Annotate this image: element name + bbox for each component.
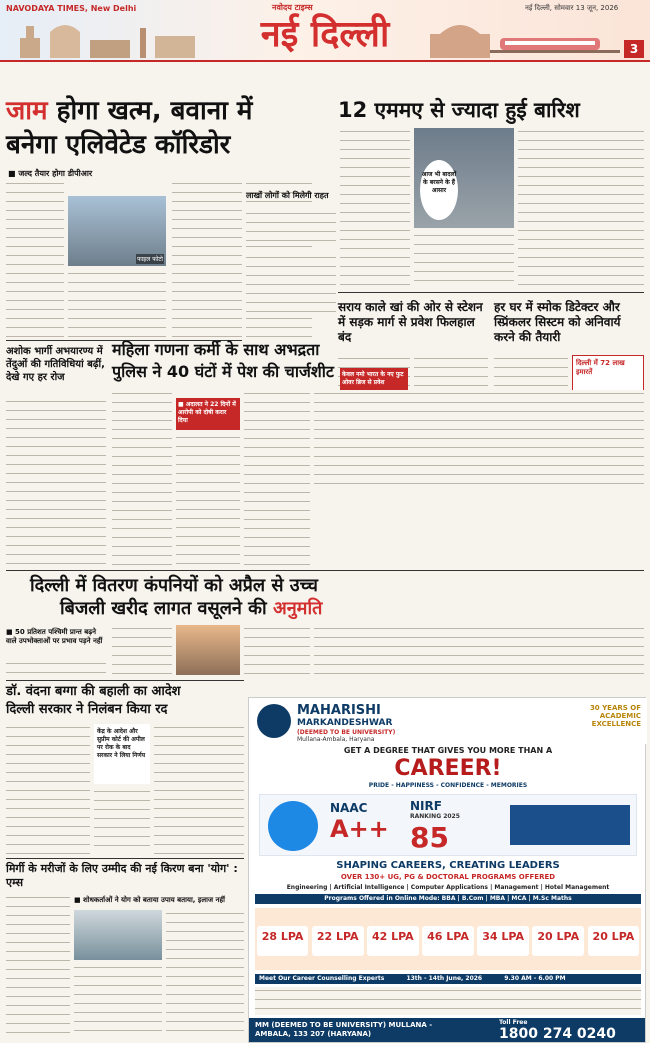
ad-tagline: PRIDE - HAPPINESS - CONFIDENCE - MEMORIES — [368, 782, 528, 789]
doctor-body-col3 — [154, 724, 244, 854]
doctor-body-col1 — [6, 724, 90, 854]
divider — [6, 858, 244, 859]
counselling-label: Meet Our Career Counselling Experts — [259, 975, 385, 982]
doctor-body-col2 — [94, 788, 150, 854]
naac-emblem — [268, 801, 318, 851]
aiims-photo — [74, 910, 162, 960]
ad-online: Programs Offered in Online Mode: BBA | B.Com | MBA | MCA | M.Sc Maths — [255, 894, 641, 904]
tower-photo — [176, 625, 240, 675]
ashok-body — [6, 398, 106, 568]
ad-footer — [249, 1018, 645, 1042]
woman-body-col3 — [244, 390, 310, 566]
trees-body — [246, 210, 336, 245]
brand-name: नवोदय टाइम्स — [272, 3, 313, 12]
counselling-date: 13th - 14th June, 2026 — [406, 975, 483, 982]
rain-callout: आज भी बादलों के बरसने के हैं आसार — [420, 160, 458, 220]
ad-placements — [255, 908, 641, 970]
toll-label: Toll Free — [499, 1019, 528, 1026]
mirgi-body-col1 — [6, 894, 70, 1039]
lead-headline-line2: बनेगा एलिवेटेड कॉरिडोर — [6, 130, 231, 160]
ad-venues — [255, 987, 641, 1015]
lead-body-col1 — [6, 180, 64, 338]
placement-stat-3: 46 LPA — [422, 926, 474, 956]
woman-body-col2 — [176, 434, 240, 566]
ad-header — [249, 698, 647, 744]
mirgi-headline: मिर्गी के मरीजों के लिए उम्मीद की नई किरण बना 'योग' : एम्स — [6, 862, 238, 889]
ad-accreditations — [259, 794, 637, 856]
placement-stat-1: 22 LPA — [312, 926, 364, 956]
publication-name: NAVODAYA TIMES, New Delhi — [6, 4, 137, 13]
nirf-year: RANKING 2025 — [410, 813, 460, 820]
mirgi-kicker: ■ शोधकर्ताओं ने योग को बताया उपाय बताया, इलाज नहीं — [74, 896, 225, 904]
doctor-note: केंद्र के आदेश और सुप्रीम कोर्ट की अपील पर रोक के बाद सरकार ने लिया निर्णय — [94, 724, 150, 784]
divider — [6, 570, 644, 571]
doctor-headline: डॉ. वंदना बग्गा की बहाली का आदेश — [6, 684, 181, 699]
metro-illustration — [430, 18, 620, 58]
woman-body-col4 — [314, 390, 644, 490]
placement-stat-4: 34 LPA — [477, 926, 529, 956]
ad-shaping: SHAPING CAREERS, CREATING LEADERS — [336, 860, 560, 871]
lead-kicker: ■ जल्द तैयार होगा डीपीआर — [8, 169, 93, 178]
ad-place: Mullana-Ambala, Haryana — [297, 736, 375, 743]
placement-stat-5: 20 LPA — [532, 926, 584, 956]
woman-boxed-note: ■ अदालत ने 22 दिनों में आरोपी को दोषी करार दिया — [176, 398, 240, 430]
ad-footer-address: MM (DEEMED TO BE UNIVERSITY) MULLANA - AMBALA, 133 207 (HARYANA) — [255, 1021, 433, 1038]
counselling-time: 9.30 AM - 6.00 PM — [504, 975, 566, 982]
station-boxed-note: केवल नमो भारत के नए फुट ओवर ब्रिज से प्रवेश — [340, 368, 408, 392]
rain-body-col2 — [414, 232, 514, 288]
toll-number[interactable]: 1800 274 0240 — [499, 1026, 616, 1042]
smoke-headline: हर घर में स्मोक डिटेक्टर और स्प्रिंकलर सिस्टम को अनिवार्य करने की तैयारी — [494, 300, 621, 344]
power-headline-2a: बिजली खरीद लागत वसूलने की — [60, 598, 267, 619]
placement-stat-0: 28 LPA — [257, 926, 309, 956]
ad-name-2: MARKANDESHWAR — [297, 718, 393, 728]
lead-headline-highlight: जाम — [6, 96, 48, 126]
nba-logo — [510, 805, 630, 845]
woman-headline: महिला गणना कर्मी के साथ अभद्रता — [112, 340, 320, 359]
issue-date: नई दिल्ली, सोमवार 13 जून, 2026 — [525, 4, 619, 12]
ad-stats-row — [255, 926, 641, 956]
university-ad[interactable] — [248, 697, 646, 1043]
ad-sub: (DEEMED TO BE UNIVERSITY) — [297, 729, 396, 736]
trees-body-2 — [246, 254, 336, 314]
ad-over: OVER 130+ UG, PG & DOCTORAL PROGRAMS OFFERED — [340, 873, 556, 881]
photo-caption: फाइल फोटो — [137, 256, 163, 263]
naac-label: NAAC — [330, 801, 368, 815]
power-headline-2 — [60, 598, 640, 620]
ad-years: 30 YEARS OF ACADEMIC EXCELLENCE — [589, 704, 641, 728]
woman-headline-2: पुलिस ने 40 घंटों में पेश की चार्जशीट — [112, 362, 334, 381]
lead-body-col2 — [68, 270, 166, 338]
divider — [338, 292, 644, 293]
mirgi-body-col2 — [74, 964, 162, 1039]
placement-stat-6: 20 LPA — [588, 926, 640, 956]
station-headline: सराय काले खां की ओर से स्टेशन में सड़क मार्ग से प्रवेश फिलहाल बंद — [338, 300, 483, 344]
skyline-illustration — [10, 18, 210, 58]
smoke-highlight: दिल्ली में 72 लाख इमारतें — [572, 355, 644, 391]
ad-counselling — [255, 974, 641, 984]
power-headline-2b: अनुमति — [272, 598, 323, 619]
rain-headline: 12 एममए से ज्यादा हुई बारिश — [338, 98, 580, 122]
doctor-headline-2: दिल्ली सरकार ने निलंबन किया रद — [6, 702, 168, 717]
power-body-col1 — [6, 660, 106, 676]
mirgi-body-col3 — [166, 910, 244, 1039]
trees-headline: लाखों लोगों को मिलेगी राहत — [246, 191, 329, 200]
masthead — [0, 0, 650, 62]
divider — [6, 680, 244, 681]
page-number: 3 — [624, 40, 644, 58]
lead-headline — [6, 96, 252, 126]
power-body-col2 — [112, 625, 172, 675]
ad-career-big: CAREER! — [394, 756, 502, 781]
university-logo — [257, 704, 291, 738]
ad-programs: Engineering | Artificial Intelligence | Computer Applications | Management | Hotel Management — [286, 884, 610, 891]
placement-stat-2: 42 LPA — [367, 926, 419, 956]
ad-career-line: GET A DEGREE THAT GIVES YOU MORE THAN A — [343, 746, 553, 755]
nirf-label: NIRF — [410, 799, 442, 813]
woman-body-col1 — [112, 390, 172, 566]
lead-body-col3 — [172, 180, 242, 338]
power-kicker: ■ 50 प्रतिशत पश्चिमी प्रान्त बढ़ने वाले उपभोक्ताओं पर प्रभाव पड़ने नहीं — [6, 628, 103, 645]
power-body-col3 — [244, 625, 310, 675]
lead-photo — [68, 196, 166, 266]
ashok-headline: अशोक भार्गी अभयारण्य में तेंदुओं की गतिविधियां बढ़ीं, देखे गए हर रोज — [6, 346, 105, 383]
lead-headline-rest: होगा खत्म, बवाना में — [56, 96, 253, 126]
power-body-col4 — [314, 625, 644, 675]
rain-body-col1 — [340, 128, 410, 288]
naac-grade: A++ — [330, 815, 389, 843]
ad-name: MAHARISHI — [297, 703, 381, 718]
rain-body-col3 — [518, 128, 644, 288]
nirf-rank: 85 — [410, 821, 449, 854]
power-headline: दिल्ली में वितरण कंपनियों को अप्रैल से उच्च — [30, 575, 318, 596]
edition-city: नई दिल्ली — [260, 14, 390, 55]
